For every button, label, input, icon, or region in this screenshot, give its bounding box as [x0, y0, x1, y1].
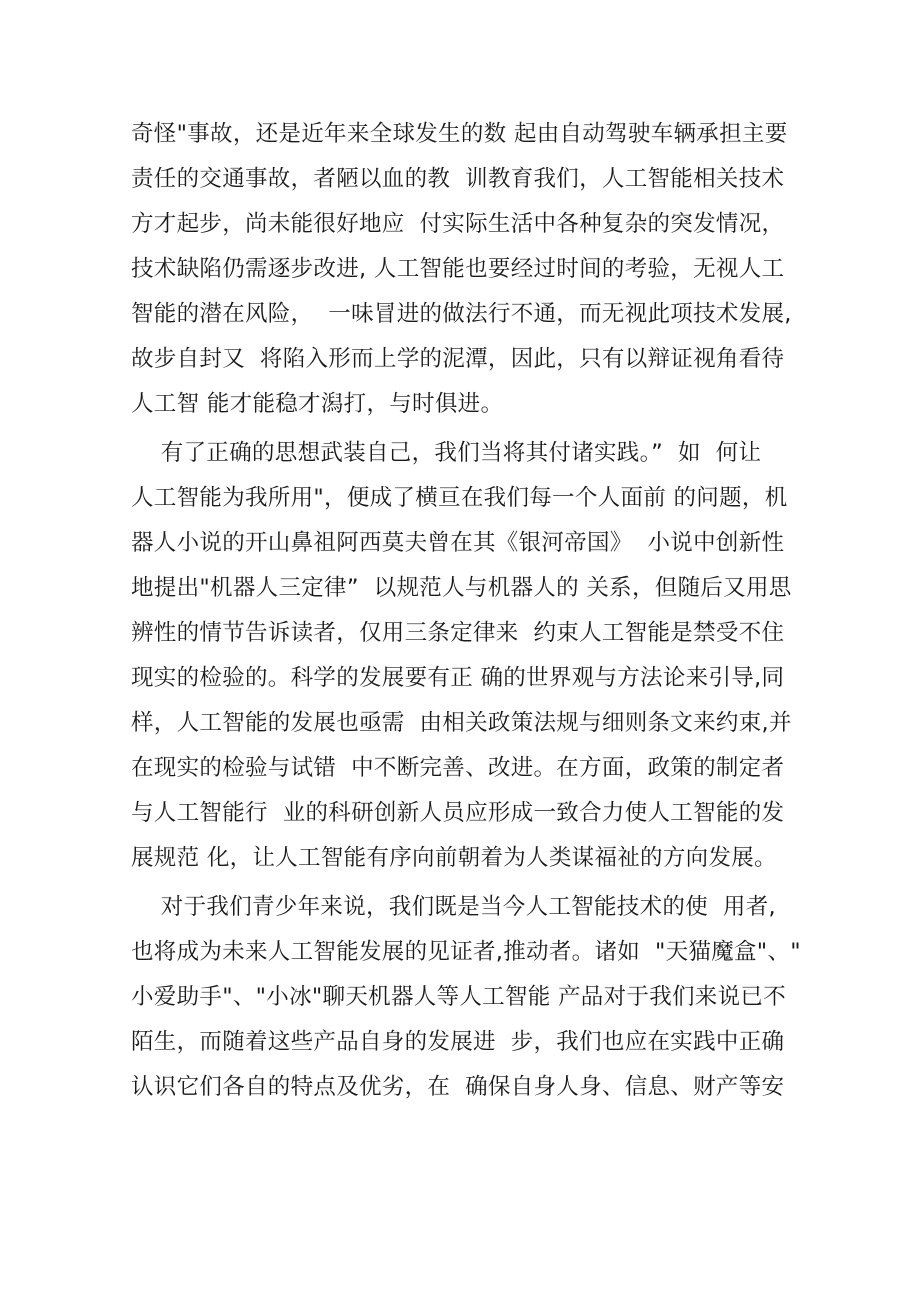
text-line: 与人工智能行 业的科研创新人员应形成一致合力使人工智能的发: [131, 800, 785, 826]
text-line: 也将成为未来人工智能发展的见证者,推动者。诸如 "天猫魔盒"、": [131, 939, 801, 965]
text-line: 器人小说的开山鼻祖阿西莫夫曾在其《银河帝国》 小说中创新性: [131, 530, 785, 556]
text-line: 认识它们各自的特点及优劣，在 确保自身人身、信息、财产等安: [131, 1074, 785, 1100]
paragraph-3: [131, 885, 801, 1110]
text-line: 展规范 化，让人工智能有序向前朝着为人类谋福祉的方向发展。: [131, 845, 777, 871]
text-line: 责任的交通事故，者陋以血的教 训教育我们，人工智能相关技术: [131, 166, 785, 192]
paragraph-2: [131, 431, 801, 881]
text-line: 小爱助手"、"小冰"聊天机器人等人工智能 产品对于我们来说已不: [131, 984, 787, 1010]
text-line: 陌生，而随着这些产品自身的发展进 步，我们也应在实践中正确: [131, 1029, 785, 1055]
text-line: 辨性的情节告诉读者，仅用三条定律来 约束人工智能是禁受不住: [131, 620, 785, 646]
text-line: 智能的潜在风险， 一味冒进的做法行不通，而无视此项技术发展,: [131, 301, 792, 327]
text-line: 奇怪"事故，还是近年来全球发生的数 起由自动驾驶车辆承担主要: [131, 121, 788, 147]
text-line: 有了正确的思想武装自己，我们当将其付诸实践。” 如 何让: [131, 440, 762, 466]
paragraph-1: [131, 112, 801, 427]
text-line: 对于我们青少年来说，我们既是当今人工智能技术的使 用者,: [131, 894, 776, 920]
body-text: [131, 112, 801, 1110]
text-line: 人工智 能才能稳才潟打，与时俱进。: [131, 391, 504, 417]
text-line: 技术缺陷仍需逐步改进, 人工智能也要经过时间的考验，无视人工: [131, 256, 785, 282]
text-line: 样，人工智能的发展也亟需 由相关政策法规与细则条文来约束,并: [131, 710, 792, 736]
text-line: 在现实的检验与试错 中不断完善、改进。在方面，政策的制定者: [131, 755, 785, 781]
text-line: 方才起步，尚未能很好地应 付实际生活中各种复杂的突发情况，: [131, 211, 785, 237]
text-line: 现实的检验的。科学的发展要有正 确的世界观与方法论来引导,同: [131, 665, 785, 691]
text-line: 地提出"机器人三定律” 以规范人与机器人的 关系，但随后又用思: [131, 575, 792, 601]
text-line: 故步自封又 将陷入形而上学的泥潭，因此，只有以辩证视角看待: [131, 346, 785, 372]
text-line: 人工智能为我所用"，便成了横亘在我们每一个人面前 的问题，机: [131, 485, 788, 511]
